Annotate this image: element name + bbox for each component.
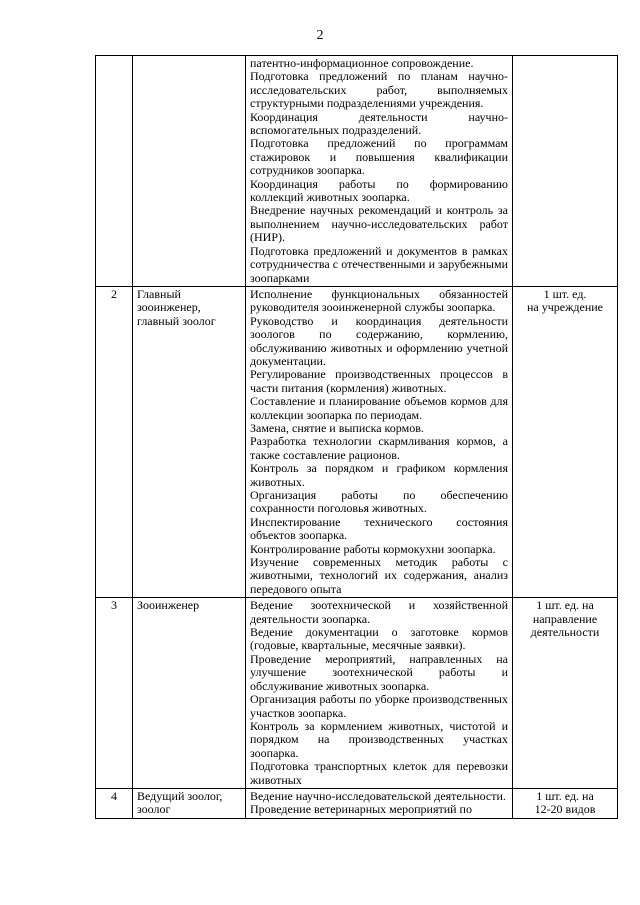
staff-quantity-cell (513, 56, 618, 287)
duty-item: Подготовка предложений по программам стажировок и повышения квалификации сотрудников зоопарка. (250, 136, 508, 178)
duty-item: Проведение ветеринарных мероприятий по (250, 802, 472, 817)
staff-quantity-line: 12-20 видов (534, 802, 596, 817)
duty-item: Ведение научно-исследовательской деятельности. (250, 788, 506, 803)
row-number-cell: 3 (96, 598, 133, 789)
position-title-cell: Зооинженер (133, 598, 246, 789)
row-number-cell: 2 (96, 286, 133, 597)
staff-duties-table (95, 55, 618, 819)
staff-quantity-line: направление (532, 611, 598, 626)
position-title-cell: Главный зооинженер, главный зоолог (133, 286, 246, 597)
staff-quantity-cell (513, 286, 618, 597)
duty-item: Регулирование производственных процессов в части питания (кормления) животных. (250, 367, 508, 395)
table-row (96, 598, 618, 789)
duty-item: Изучение современных методик работы с животными, технологий их содержания, анализ передового опыта (250, 555, 508, 596)
position-title-cell (133, 56, 246, 287)
duty-item: Внедрение научных рекомендаций и контроль за выполнением научно-исследовательских работ (НИР). (250, 203, 508, 245)
duty-item: Подготовка предложений и документов в рамках сотрудничества с отечественными и зарубежными зоопарками (250, 243, 508, 285)
duties-cell (246, 56, 513, 287)
table-row (96, 788, 618, 818)
duty-item: Координация работы по формированию коллекций животных зоопарка. (250, 176, 508, 205)
duty-item: Разработка технологии скармливания кормов, а также составление рационов. (250, 434, 508, 462)
duty-item: Составление и планирование объемов кормов для коллекции зоопарка по периодам. (250, 394, 508, 422)
duty-item: Ведение документации о заготовке кормов (годовые, квартальные, месячные заявки). (250, 625, 508, 653)
duty-item: Координация деятельности научно-вспомогательных подразделений. (250, 109, 508, 138)
staff-quantity-line: 1 шт. ед. на (536, 788, 594, 803)
table-body (96, 56, 618, 819)
staff-quantity-line: 1 шт. ед. на (536, 598, 594, 613)
page-number: 2 (316, 28, 324, 43)
duty-item: Организация работы по обеспечению сохранности поголовья животных. (250, 488, 508, 516)
duty-item: Проведение мероприятий, направленных на улучшение зоотехнической работы и обслуживание животных зоопарка. (250, 651, 508, 693)
duty-item: Исполнение функциональных обязанностей руководителя зооинженерной службы зоопарка. (250, 286, 508, 315)
staff-quantity-cell (513, 598, 618, 789)
row-number-cell (96, 56, 133, 287)
staff-quantity-cell (513, 788, 618, 818)
duty-item: Замена, снятие и выписка кормов. (250, 420, 424, 435)
duty-item: Ведение зоотехнической и хозяйственной деятельности зоопарка. (250, 598, 508, 626)
duty-item: патентно-информационное сопровождение. (250, 56, 474, 70)
duty-item: Организация работы по уборке производственных участков зоопарка. (250, 692, 508, 720)
duty-item: Контроль за кормлением животных, чистотой и порядком на производственных участках зоопарка. (250, 718, 508, 760)
duties-cell (246, 286, 513, 597)
position-title-cell: Ведущий зоолог, зоолог (133, 788, 246, 818)
duties-cell (246, 598, 513, 789)
table-row (96, 286, 618, 597)
duty-item: Подготовка транспортных клеток для перевозки животных (250, 759, 508, 787)
duty-item: Контроль за порядком и графиком кормления животных. (250, 461, 508, 489)
duty-item: Руководство и координация деятельности зоологов по содержанию, кормлению, обслуживанию животных и оформлению учетной документации. (250, 313, 508, 368)
staff-quantity-line: на учреждение (526, 300, 603, 315)
staff-quantity-line: 1 шт. ед. (543, 286, 587, 301)
duty-item: Контролирование работы кормокухни зоопарка. (250, 541, 496, 556)
duty-item: Подготовка предложений по планам научно-исследовательских работ, выполняемых структурными подразделениями учреждения. (250, 69, 508, 111)
duties-cell (246, 788, 513, 818)
table-row (96, 56, 618, 287)
duty-item: Инспектирование технического состояния объектов зоопарка. (250, 514, 508, 543)
row-number-cell: 4 (96, 788, 133, 818)
staff-quantity-line: деятельности (530, 625, 600, 640)
